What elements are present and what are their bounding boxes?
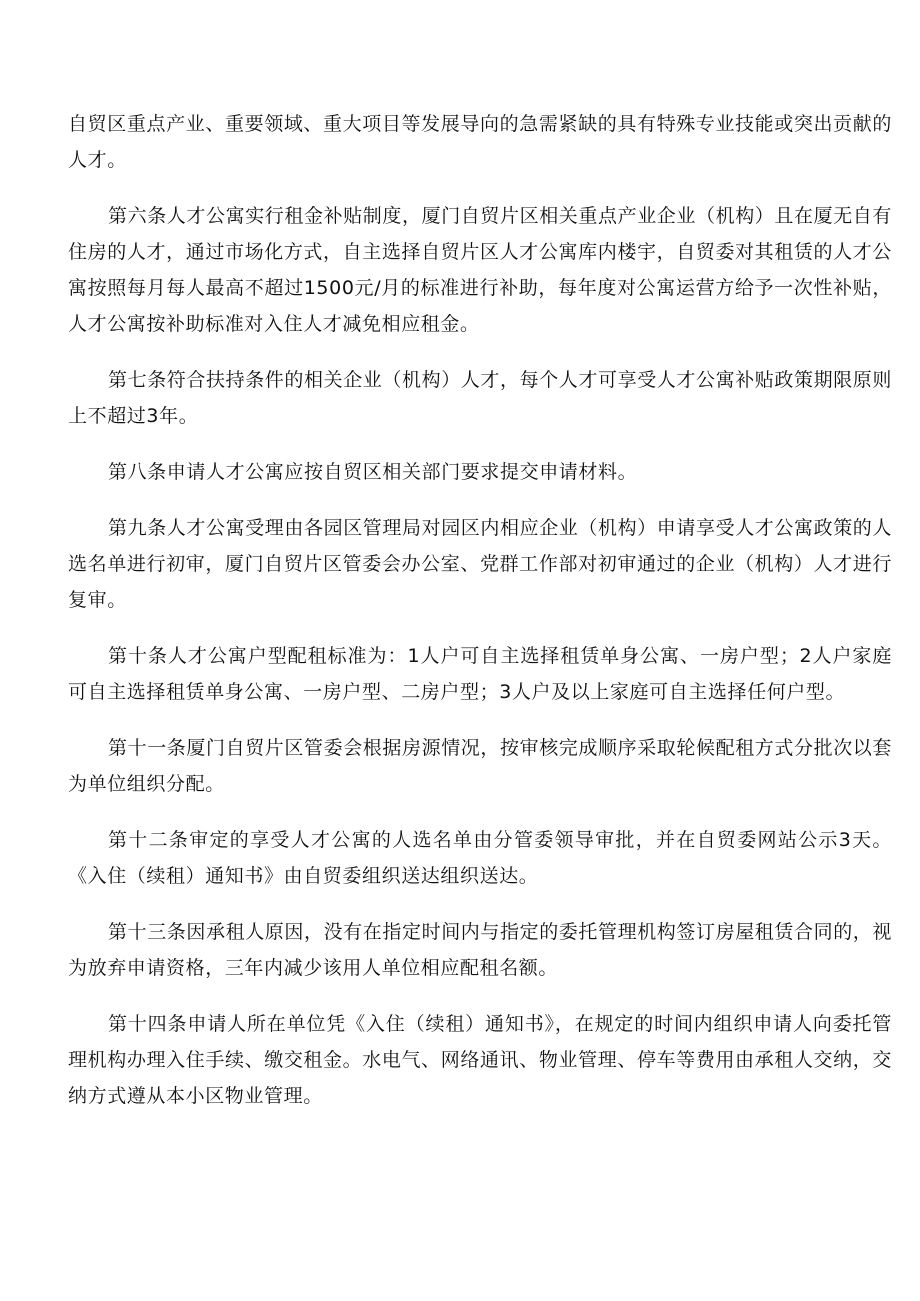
paragraph-article-9: 第九条人才公寓受理由各园区管理局对园区内相应企业（机构）申请享受人才公寓政策的人选名单进行初审，厦门自贸片区管委会办公室、党群工作部对初审通过的企业（机构）人才进行复审。 [68,517,893,611]
paragraph-article-13: 第十三条因承租人原因，没有在指定时间内与指定的委托管理机构签订房屋租赁合同的，视为放弃申请资格，三年内减少该用人单位相应配租名额。 [68,921,893,979]
paragraph-continuation: 自贸区重点产业、重要领域、重大项目等发展导向的急需紧缺的具有特殊专业技能或突出贡献的人才。 [68,113,892,171]
paragraph-article-11: 第十一条厦门自贸片区管委会根据房源情况，按审核完成顺序采取轮候配租方式分批次以套为单位组织分配。 [68,737,893,795]
paragraph-article-14: 第十四条申请人所在单位凭《入住（续租）通知书》，在规定的时间内组织申请人向委托管理机构办理入住手续、缴交租金。水电气、网络通讯、物业管理、停车等费用由承租人交纳，交纳方式遵从本小区物业管理。 [68,1013,892,1107]
paragraph-article-7: 第七条符合扶持条件的相关企业（机构）人才，每个人才可享受人才公寓补贴政策期限原则上不超过3年。 [68,369,893,427]
paragraph-article-6: 第六条人才公寓实行租金补贴制度，厦门自贸片区相关重点产业企业（机构）且在厦无自有住房的人才，通过市场化方式，自主选择自贸片区人才公寓库内楼宇，自贸委对其租赁的人才公寓按照每月每人最高不超过1500元/月的标准进行补助，每年度对公寓运营方给予一次性补贴，人才公寓按补助标准对入住人才减免相应租金。 [68,205,893,335]
paragraph-article-8: 第八条申请人才公寓应按自贸区相关部门要求提交申请材料。 [108,461,638,483]
document-body [68,106,892,1134]
paragraph-article-10: 第十条人才公寓户型配租标准为：1人户可自主选择租赁单身公寓、一房户型；2人户家庭可自主选择租赁单身公寓、一房户型、二房户型；3人户及以上家庭可自主选择任何户型。 [68,645,892,703]
paragraph-article-12: 第十二条审定的享受人才公寓的人选名单由分管委领导审批，并在自贸委网站公示3天。《入住（续租）通知书》由自贸委组织送达组织送达。 [68,829,892,887]
